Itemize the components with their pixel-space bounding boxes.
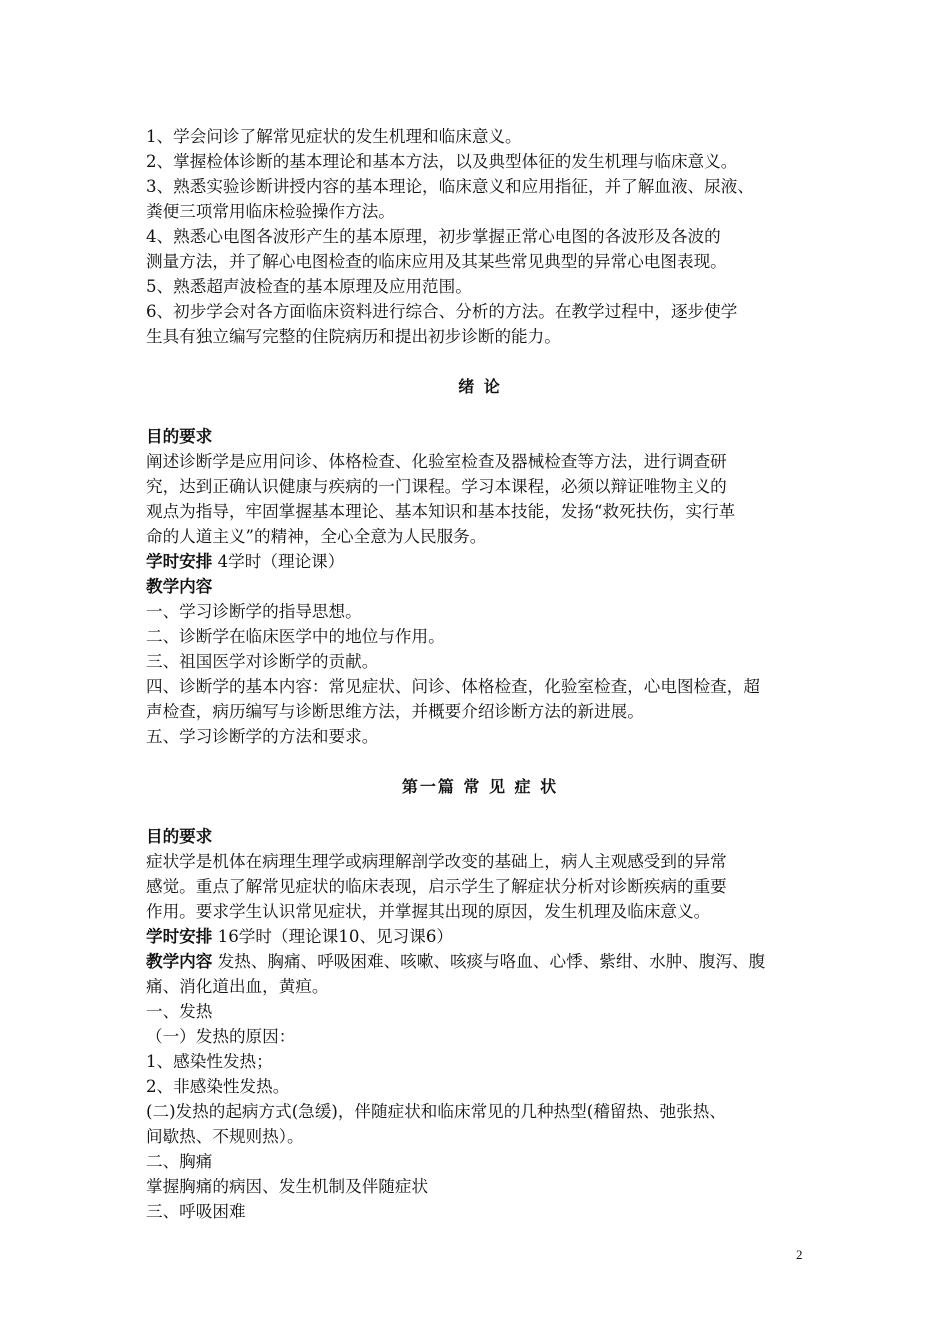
part1-content-line: 痛、消化道出血，黄疸。 — [146, 977, 329, 996]
spacer — [146, 799, 814, 824]
objectives-list — [146, 124, 814, 349]
part1-aim-line: 症状学是机体在病理生理学或病理解剖学改变的基础上，病人主观感受到的异常 — [146, 852, 727, 871]
intro-content-heading: 教学内容 — [146, 577, 213, 596]
document-body — [146, 124, 814, 1224]
intro-title: 绪 论 — [458, 377, 502, 396]
objective-line: 生具有独立编写完整的住院病历和提出初步诊断的能力。 — [146, 327, 561, 346]
intro-content-line: 五、学习诊断学的方法和要求。 — [146, 727, 379, 746]
part1-content-line: 三、呼吸困难 — [146, 1202, 246, 1221]
spacer — [146, 749, 814, 774]
intro-hours-label: 学时安排 — [146, 552, 213, 571]
part1-aim-line: 作用。要求学生认识常见症状，并掌握其出现的原因，发生机理及临床意义。 — [146, 902, 711, 921]
objective-line: 6、初步学会对各方面临床资料进行综合、分析的方法。在教学过程中，逐步使学 — [146, 302, 738, 321]
part1-aim-line: 感觉。重点了解常见症状的临床表现，启示学生了解症状分析对诊断疾病的重要 — [146, 877, 727, 896]
intro-content-line: 一、学习诊断学的指导思想。 — [146, 602, 362, 621]
intro-aim-line: 观点为指导，牢固掌握基本理论、基本知识和基本技能，发扬“救死扶伤，实行革 — [146, 502, 736, 521]
part1-content-line: (二)发热的起病方式(急缓)，伴随症状和临床常见的几种热型(稽留热、弛张热、 — [146, 1102, 726, 1121]
part1-content-line: 掌握胸痛的病因、发生机制及伴随症状 — [146, 1177, 429, 1196]
objective-line: 3、熟悉实验诊断讲授内容的基本理论，临床意义和应用指征，并了解血液、尿液、 — [146, 177, 754, 196]
part1-content-line: （一）发热的原因： — [146, 1027, 296, 1046]
intro-aim-line: 命的人道主义”的精神，全心全意为人民服务。 — [146, 527, 487, 546]
objective-line: 5、熟悉超声波检查的基本原理及应用范围。 — [146, 277, 472, 296]
part1-content-line: 间歇热、不规则热）。 — [146, 1127, 304, 1146]
part1-content-label: 教学内容 — [146, 952, 213, 971]
objective-line: 1、学会问诊了解常见症状的发生机理和临床意义。 — [146, 127, 522, 146]
part1-content-line: 二、胸痛 — [146, 1152, 213, 1171]
part1-content-first: 发热、胸痛、呼吸困难、咳嗽、咳痰与咯血、心悸、紫绀、水肿、腹泻、腹 — [212, 952, 766, 971]
intro-aim-heading: 目的要求 — [146, 427, 213, 446]
intro-aim-line: 阐述诊断学是应用问诊、体格检查、化验室检查及器械检查等方法，进行调查研 — [146, 452, 727, 471]
page-number: 2 — [796, 1247, 803, 1262]
intro-content-line: 三、祖国医学对诊断学的贡献。 — [146, 652, 379, 671]
objective-line: 测量方法，并了解心电图检查的临床应用及其某些常见典型的异常心电图表现。 — [146, 252, 727, 271]
part1-content-line: 1、感染性发热； — [146, 1052, 273, 1071]
intro-content-line: 二、诊断学在临床医学中的地位与作用。 — [146, 627, 445, 646]
intro-content-line: 四、诊断学的基本内容：常见症状、问诊、体格检查，化验室检查，心电图检查，超 — [146, 677, 760, 696]
spacer — [146, 349, 814, 374]
part1-content-line: 2、非感染性发热。 — [146, 1077, 290, 1096]
objective-line: 4、熟悉心电图各波形产生的基本原理，初步掌握正常心电图的各波形及各波的 — [146, 227, 721, 246]
part1-aim-heading: 目的要求 — [146, 827, 213, 846]
objective-line: 2、掌握检体诊断的基本理论和基本方法，以及典型体征的发生机理与临床意义。 — [146, 152, 738, 171]
part1-hours — [146, 924, 814, 949]
part1-title: 第一篇 常 见 症 状 — [401, 777, 559, 796]
intro-aim-line: 究，达到正确认识健康与疾病的一门课程。学习本课程，必须以辩证唯物主义的 — [146, 477, 727, 496]
part1-content-line: 一、发热 — [146, 1002, 213, 1021]
intro-hours — [146, 549, 814, 574]
spacer — [146, 399, 814, 424]
part1-hours-label: 学时安排 — [146, 927, 213, 946]
intro-content-line: 声检查，病历编写与诊断思维方法，并概要介绍诊断方法的新进展。 — [146, 702, 644, 721]
part1-hours-value: 16学时（理论课10、见习课6） — [212, 927, 453, 946]
part1-content — [146, 949, 814, 974]
intro-hours-value: 4学时（理论课） — [212, 552, 345, 571]
objective-line: 粪便三项常用临床检验操作方法。 — [146, 202, 395, 221]
